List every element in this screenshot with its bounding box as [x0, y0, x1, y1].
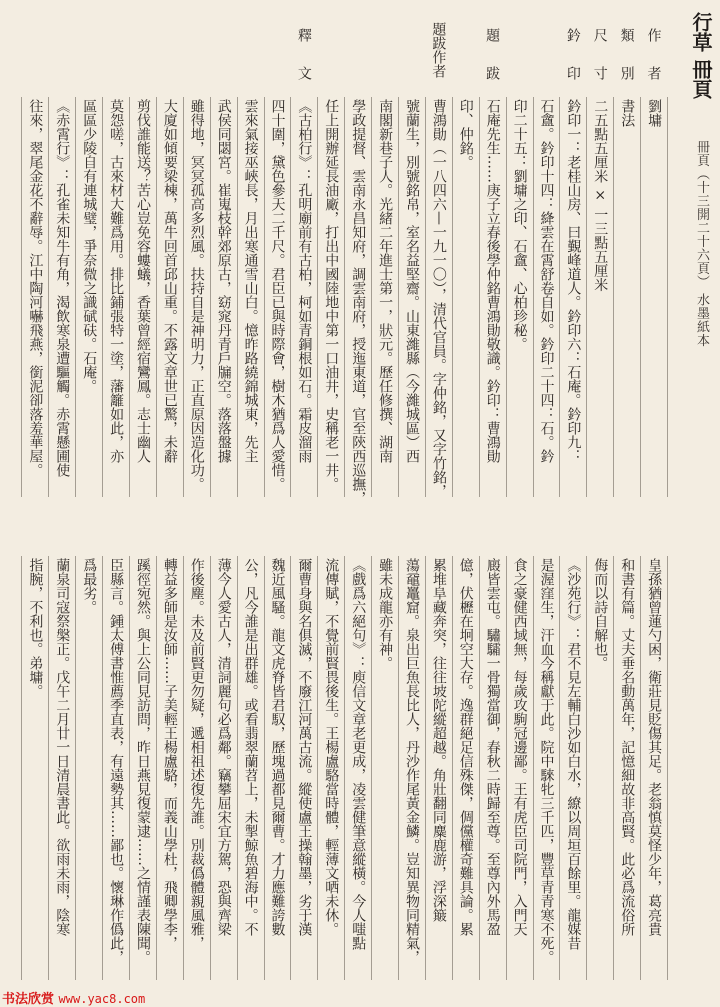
column-text: 二五點五厘米 × 一三點五厘米: [592, 99, 609, 292]
column-text: 皇孫猶曾蓮勺困，衛莊見貶傷其足。老翁慎莫怪少年，葛亮貴: [646, 558, 663, 936]
text-column: [290, 97, 317, 497]
column-text: 雖得地，冥冥孤高多烈風。扶持自是神明力，正直原因造化功。: [188, 99, 205, 491]
column-text: 臣縣言。鍾太傅書惟薦季直表，有遠勢其……鄙也。懷琳作僞此，: [108, 558, 125, 964]
column-text: 魏近風騷。龍文虎脊皆君馭，歷塊過都見爾曹。才力應難誇數: [269, 558, 286, 936]
column-text: 作後塵。未及前賢更勿疑，遞相祖述復先誰。別裁僞體親風雅，: [188, 558, 205, 950]
text-column: [586, 97, 613, 497]
text-column: [48, 556, 75, 980]
column-text: 石庵先生……庚子立春後學仲銘曹鴻勛敬識。鈐印：曹鴻勛: [484, 99, 501, 463]
watermark-url: www.yac8.com: [58, 992, 146, 1006]
column-text: 蹊徑宛然。與上公同見訪問，昨日燕見復蒙逮……之情謹表陳聞。: [135, 558, 151, 964]
text-column: [344, 556, 371, 980]
column-text: 爾曹身與名俱滅，不廢江河萬古流。縱使盧王操翰墨，劣于漢: [296, 558, 313, 936]
column-text: 鈐印一：老桂山房、曰覲峰道人。鈐印六：石庵。鈐印九：: [565, 99, 582, 463]
text-column: [183, 556, 210, 980]
column-text: 蕩黿鼉窟。泉出巨魚長比人，丹沙作尾黃金鱗。豈知異物同精氣，: [404, 558, 420, 964]
column-text: 蘭泉司寇祭槃正。戊午二月廿一日清晨書此。欲雨未雨，陰寒: [54, 558, 71, 936]
column-rule: [667, 556, 668, 980]
text-column: [425, 97, 452, 497]
column-text: 南閣新巷子人。光緒二年進士第一，狀元。歷任修撰、湖南: [377, 99, 394, 463]
text-column: [613, 97, 640, 497]
column-text: 學政提督、雲南永昌知府，調雲南府，授迤東道，官至陝西巡撫，: [350, 99, 367, 505]
column-text: 四十圍，黛色參天二千尺。君臣已與時際會，樹木猶爲人愛惜。: [269, 99, 286, 491]
column-rule: [667, 97, 668, 497]
column-text: 剪伐誰能送？苦心豈免容螻蟻，香葉曾經宿鸞鳳。志士幽人: [135, 99, 151, 463]
text-column: [344, 97, 371, 505]
field-label: 題跋: [484, 28, 501, 104]
text-column: [156, 97, 183, 497]
column-text: 和書有篇。丈夫垂名動萬年，記憶細故非高賢。此必爲流俗所: [619, 558, 636, 936]
column-text: 《赤霄行》：孔雀未知牛有角，渴飲寒泉遭驅觸。赤霄懸圃使: [54, 99, 71, 477]
text-column: [640, 97, 667, 497]
column-text: 印二十五：劉墉之印、石盦、心柏珍秘。: [511, 99, 528, 351]
text-column: [264, 556, 291, 980]
column-text: 廄皆雲屯。驌驦一骨獨當御，春秋二時歸至尊。至尊內外馬盈: [484, 558, 501, 936]
text-column: [479, 97, 506, 497]
column-text: 指腕，不利也。弟墉。: [27, 558, 44, 698]
column-text: 億，伏櫪在坰空大存。逸群絕足信殊傑，倜儻權奇難具論。累: [457, 558, 474, 936]
column-text: 大廈如傾要梁棟，萬牛回首邱山重。不露文章世已驚，未辭: [161, 99, 178, 463]
column-text: 薄今人愛古人，清詞麗句必爲鄰。竊攀屈宋宜方駕，恐與齊梁: [215, 558, 232, 936]
page-subtitle: 冊頁（十三開二十六頁） 水墨紙本: [694, 140, 709, 348]
watermark-site-name: 书法欣赏: [2, 992, 55, 1007]
column-text: 武侯同閟宮。崔嵬枝幹郊原古，窈窕丹青戶牖空。落落盤據: [215, 99, 232, 463]
text-column: [21, 97, 48, 497]
column-text: 區區少陵自有連城璧，爭奈微之識碔砆。石庵。: [81, 99, 98, 393]
text-column: [102, 97, 129, 497]
column-text: 爲最劣。: [81, 558, 98, 614]
text-column: [559, 556, 586, 980]
text-column: [640, 556, 667, 980]
column-text: 雲來氣接巫峽長，月出寒通雪山白。憶昨路繞錦城東，先主: [242, 99, 259, 463]
column-text: 累堆阜藏奔突，往往坡陀縱超越。角壯翻同麋鹿游，浮深簸: [430, 558, 447, 922]
text-column: [210, 97, 237, 497]
text-column: [183, 97, 210, 497]
column-text: 印、仲銘。: [457, 99, 474, 169]
text-column: [586, 556, 613, 980]
field-label: 鈐印: [564, 28, 581, 104]
column-text: 石盦。鈐印十四：絳雲在霄舒卷自如。鈐印二十四：石。鈐: [538, 99, 555, 463]
column-text: 是渥窪生，汗血今稱獻于此。院中騋牝三千匹，豐草青青寒不死。: [538, 558, 555, 964]
text-column: [506, 97, 533, 497]
field-label: 作者: [645, 28, 662, 104]
column-text: 書法: [619, 99, 636, 127]
text-column: [102, 556, 129, 980]
column-text: 《沙苑行》：君不見左輔白沙如白水，繚以周垣百餘里。龍媒昔: [565, 558, 582, 950]
text-column: [425, 556, 452, 980]
column-text: 食之豪健西域無，每歲攻駒冠邊鄙。王有虎臣司院門，入門天: [511, 558, 528, 936]
text-column: [237, 556, 264, 980]
text-column: [559, 97, 586, 497]
text-column: [371, 556, 398, 980]
column-text: 轉益多師是汝師……子美輕王楊盧駱，而義山學杜，飛卿學李，: [161, 558, 178, 950]
column-text: 曹鴻勛（一八四六—一九一〇），清代官員。字仲銘，又字竹銘，: [430, 99, 447, 498]
field-label: 尺寸: [591, 28, 608, 104]
text-column: [452, 97, 479, 497]
text-column: [479, 556, 506, 980]
text-column: [398, 556, 425, 980]
text-column: [613, 556, 640, 980]
text-column: [210, 556, 237, 980]
column-text: 劉墉: [646, 99, 663, 127]
text-column: [371, 97, 398, 497]
field-label: 釋文: [295, 28, 312, 104]
column-text: 雖未成龍亦有神。: [377, 558, 394, 670]
text-column: [317, 556, 344, 980]
watermark: [2, 992, 145, 1007]
column-text: 號蘭生，別號銘帛，室名益堅齋。山東濰縣（今濰城區）西: [404, 99, 420, 463]
text-column: [48, 97, 75, 497]
text-column: [533, 97, 560, 497]
text-column: [129, 556, 156, 980]
text-column: [290, 556, 317, 980]
text-column: [452, 556, 479, 980]
text-column: [75, 97, 102, 497]
text-column: [75, 556, 102, 980]
text-column: [21, 556, 48, 980]
text-column: [264, 97, 291, 497]
column-text: 流傳賦，不覺前賢畏後生。王楊盧駱當時體，輕薄文哂未休。: [323, 558, 340, 936]
column-text: 莫怨嗟，古來材大難爲用。排比鋪張特一塗，藩籬如此，亦: [108, 99, 125, 463]
column-text: 往來，翠尾金花不辭辱。江中陶河嚇飛燕，銜泥卻落羞華屋。: [27, 99, 44, 477]
text-column: [129, 97, 156, 497]
column-text: 公，凡今誰是出群雄。或看翡翠蘭苕上，未掣鯨魚碧海中。不: [242, 558, 259, 936]
column-text: 《古柏行》：孔明廟前有古柏，柯如青銅根如石。霜皮溜雨: [296, 99, 313, 463]
text-column: [237, 97, 264, 497]
field-label: 題跋作者: [430, 22, 447, 78]
page-title: 行草 冊頁: [689, 12, 713, 99]
text-column: [156, 556, 183, 980]
text-column: [506, 556, 533, 980]
column-text: 任上開辦延長油廠，打出中國陸地中第一口油井，史稱老一井。: [323, 99, 340, 491]
text-column: [317, 97, 344, 497]
field-label: 類別: [618, 28, 635, 104]
column-text: 侮而以詩自解也。: [592, 558, 609, 670]
text-column: [533, 556, 560, 980]
column-text: 《戲爲六絕句》：庾信文章老更成，凌雲健筆意縱橫。今人嗤點: [350, 558, 367, 950]
text-column: [398, 97, 425, 497]
